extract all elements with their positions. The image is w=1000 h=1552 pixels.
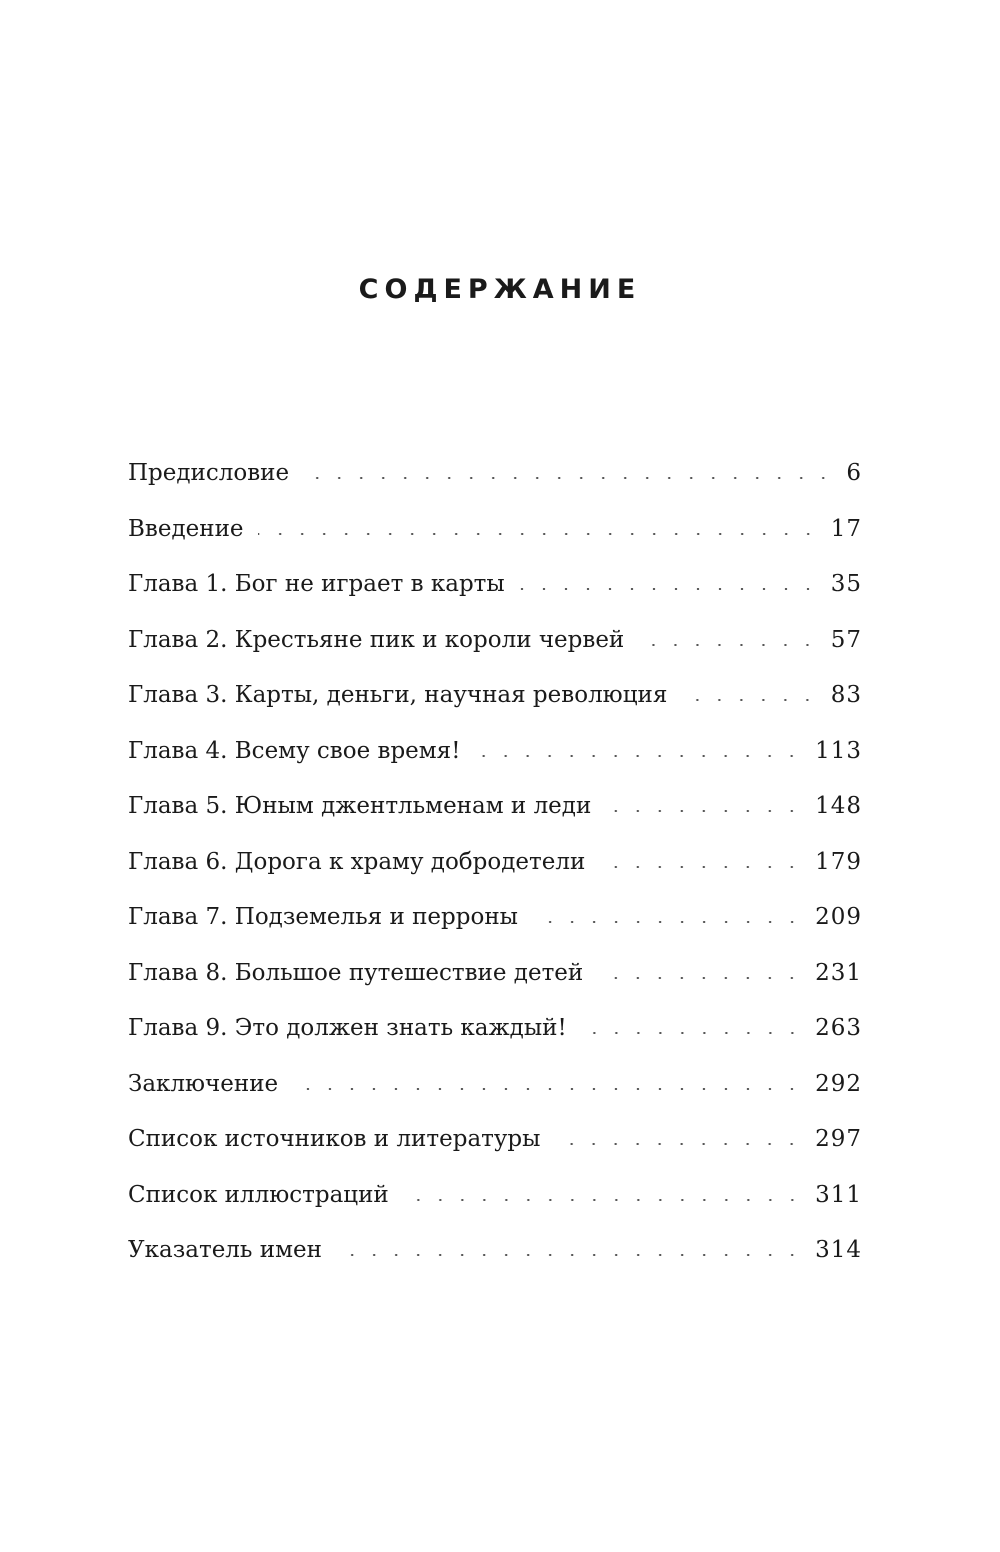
toc-entry-page: 231: [815, 959, 862, 986]
toc-entry-label: Глава 5. Юным джентльменам и леди: [128, 793, 592, 819]
dot-leader: [532, 921, 803, 923]
toc-entry-page: 209: [815, 904, 862, 930]
toc-entry-page: 6: [846, 460, 862, 486]
dot-leader: [403, 1199, 803, 1201]
toc-entry-chapter-2[interactable]: [128, 620, 862, 676]
table-of-contents: [128, 453, 862, 1286]
toc-entry-label: Глава 9. Это должен знать каждый!: [128, 1015, 567, 1041]
toc-entry-label: Список иллюстраций: [128, 1181, 389, 1208]
toc-entry-label: Указатель имен: [128, 1237, 322, 1263]
toc-entry-label: Введение: [128, 515, 244, 542]
dot-leader: [638, 644, 818, 646]
toc-entry-label: Глава 8. Большое путешествие детей: [128, 959, 584, 986]
dot-leader: [519, 588, 819, 590]
toc-entry-preface[interactable]: [128, 453, 862, 509]
toc-entry-chapter-6[interactable]: [128, 842, 862, 898]
toc-entry-page: 263: [815, 1015, 862, 1041]
toc-entry-page: 311: [815, 1181, 862, 1208]
dot-leader: [336, 1254, 803, 1256]
toc-entry-label: Глава 2. Крестьяне пик и короли червей: [128, 626, 625, 653]
toc-entry-label: Заключение: [128, 1070, 279, 1097]
toc-entry-page: 35: [830, 571, 862, 597]
dot-leader: [554, 1143, 803, 1145]
dot-leader: [681, 699, 818, 701]
toc-entry-page: 292: [815, 1070, 862, 1097]
dot-leader: [474, 755, 803, 757]
toc-entry-name-index[interactable]: [128, 1230, 862, 1286]
toc-entry-chapter-7[interactable]: [128, 897, 862, 953]
toc-entry-label: Глава 4. Всему свое время!: [128, 737, 461, 764]
dot-leader: [292, 1088, 803, 1090]
toc-entry-chapter-8[interactable]: [128, 953, 862, 1009]
toc-entry-sources[interactable]: [128, 1119, 862, 1175]
toc-entry-label: Глава 7. Подземелья и перроны: [128, 904, 518, 930]
dot-leader: [599, 866, 803, 868]
toc-entry-illustrations[interactable]: [128, 1175, 862, 1231]
dot-leader: [258, 533, 819, 535]
toc-entry-page: 314: [815, 1237, 862, 1263]
toc-entry-page: 17: [830, 515, 862, 542]
toc-entry-introduction[interactable]: [128, 509, 862, 565]
toc-entry-conclusion[interactable]: [128, 1064, 862, 1120]
dot-leader: [605, 810, 803, 812]
toc-entry-page: 113: [815, 737, 862, 764]
toc-entry-label: Предисловие: [128, 460, 290, 486]
toc-entry-page: 179: [815, 848, 862, 875]
dot-leader: [597, 977, 803, 979]
page-title: СОДЕРЖАНИЕ: [358, 274, 642, 305]
toc-entry-label: Глава 3. Карты, деньги, научная революция: [128, 682, 668, 708]
toc-entry-chapter-5[interactable]: [128, 786, 862, 842]
toc-entry-chapter-4[interactable]: [128, 731, 862, 787]
toc-entry-label: Глава 6. Дорога к храму добродетели: [128, 848, 586, 875]
toc-entry-label: Список источников и литературы: [128, 1126, 541, 1152]
toc-entry-chapter-3[interactable]: [128, 675, 862, 731]
dot-leader: [303, 477, 834, 479]
toc-entry-label: Глава 1. Бог не играет в карты: [128, 571, 505, 597]
toc-entry-chapter-1[interactable]: [128, 564, 862, 620]
toc-entry-chapter-9[interactable]: [128, 1008, 862, 1064]
toc-entry-page: 148: [815, 793, 862, 819]
toc-entry-page: 83: [830, 682, 862, 708]
toc-entry-page: 57: [830, 626, 862, 653]
toc-entry-page: 297: [815, 1126, 862, 1152]
dot-leader: [581, 1032, 803, 1034]
